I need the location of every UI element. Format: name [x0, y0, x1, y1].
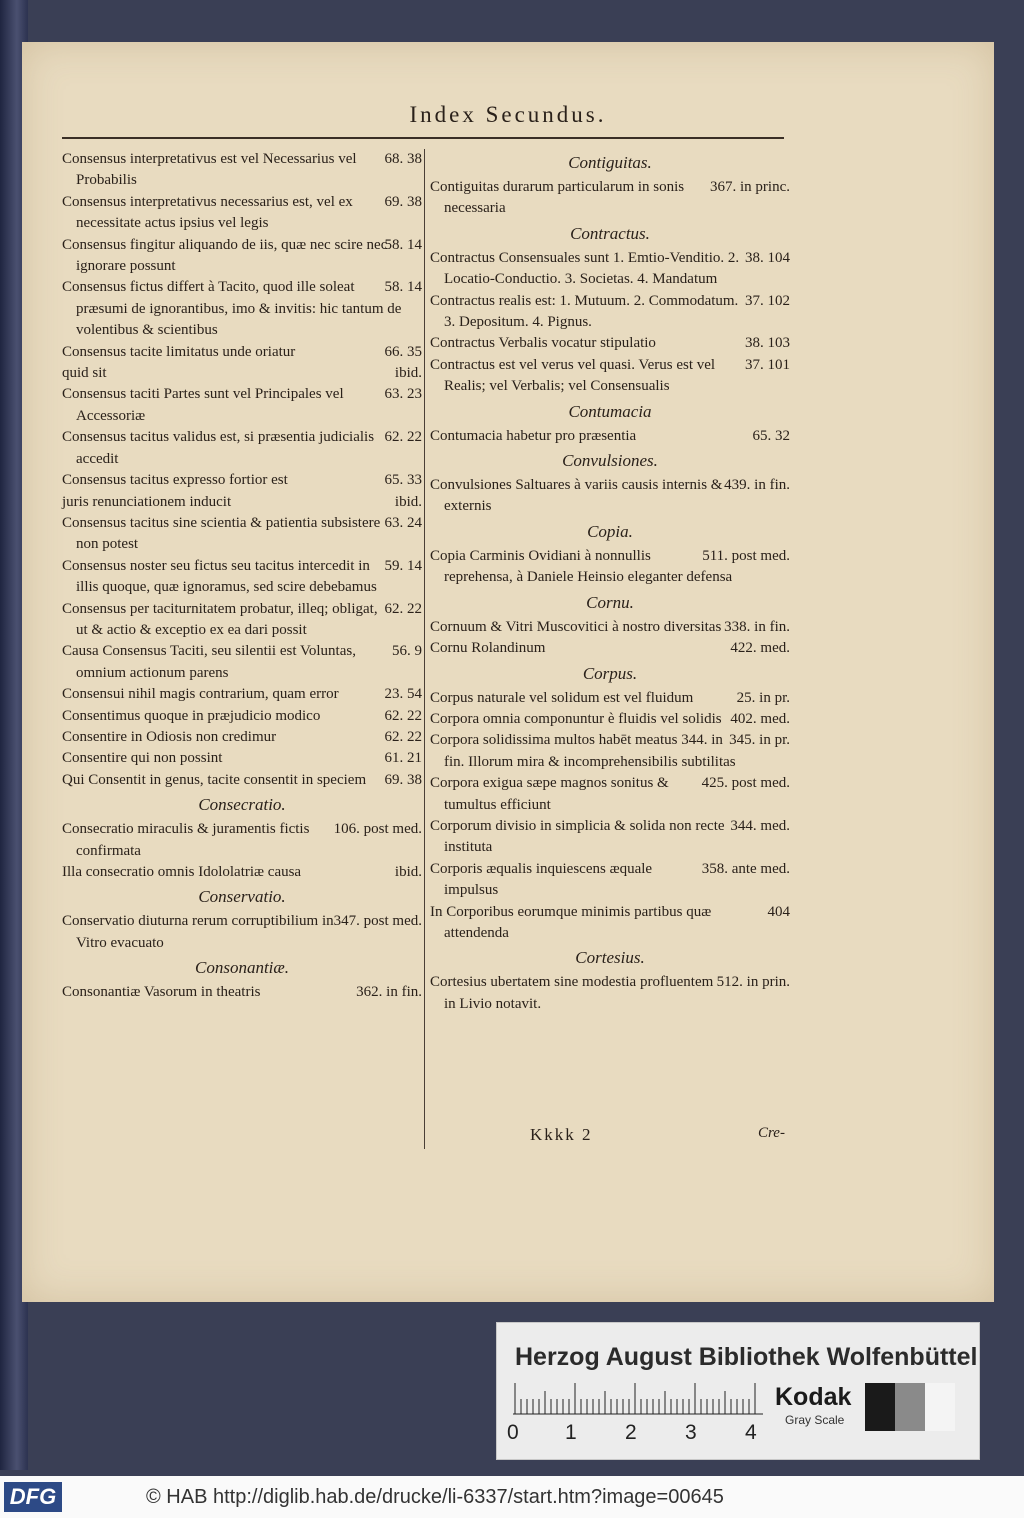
entry-text: Corpora omnia componuntur è fluidis vel solidis	[430, 710, 722, 727]
entry-text: Corporum divisio in simplicia & solida non recte instituta	[430, 817, 725, 856]
section-heading: Consonantiæ.	[195, 958, 289, 978]
library-name: Herzog August Bibliothek Wolfenbüttel	[515, 1343, 978, 1371]
entry-text: Consensus fingitur aliquando de iis, quæ nec scire nec ignorare possunt	[62, 236, 388, 275]
entry-text: Contractus Verbalis vocatur stipulatio	[430, 335, 656, 352]
index-entry	[62, 599, 422, 642]
index-entry	[430, 972, 790, 1015]
index-entry	[62, 862, 422, 883]
index-entry	[62, 427, 422, 470]
ruler-scale	[513, 1381, 763, 1415]
index-entry	[62, 727, 422, 748]
dfg-logo: DFG	[4, 1482, 62, 1512]
entry-text: Contiguitas durarum particularum in sonis necessaria	[430, 179, 685, 217]
entry-reference: 69. 38	[384, 771, 422, 788]
entry-text: Conservatio diuturna rerum corruptibilium in Vitro evacuato	[62, 913, 334, 951]
index-entry	[62, 470, 422, 491]
entry-reference: 344. med.	[730, 817, 790, 834]
entry-reference: 512. in prin.	[716, 974, 790, 991]
index-column-left	[62, 149, 422, 1004]
entry-text: Qui Consentit in genus, tacite consentit in speciem	[62, 771, 367, 788]
ruler-number: 0	[507, 1421, 519, 1444]
index-entry	[430, 426, 790, 447]
entry-text: Consensus tacitus expresso fortior est	[62, 472, 288, 489]
entry-reference: 23. 54	[384, 686, 422, 703]
index-entry	[62, 277, 422, 341]
entry-text: Illa consecratio omnis Idololatriæ causa	[62, 864, 302, 880]
index-entry	[62, 384, 422, 427]
swatch-gray	[895, 1383, 925, 1431]
swatch-white	[925, 1383, 955, 1431]
entry-text: Consensus taciti Partes sunt vel Principales vel Accessoriæ	[62, 386, 344, 424]
index-entry	[430, 248, 790, 291]
index-entry	[62, 911, 422, 954]
index-entry	[62, 770, 422, 791]
section-heading: Consecratio.	[198, 795, 286, 815]
entry-text: Contractus realis est: 1. Mutuum. 2. Commodatum. 3. Depositum. 4. Pignus.	[430, 292, 739, 331]
entry-reference: 425. post med.	[701, 775, 790, 792]
entry-reference: 69. 38	[384, 193, 422, 210]
index-entry	[430, 730, 790, 773]
entry-reference: 61. 21	[384, 750, 422, 767]
index-entry	[430, 475, 790, 518]
entry-reference: 62. 22	[384, 707, 422, 724]
catchword: Cre-	[758, 1125, 785, 1141]
kodak-logo: Kodak	[775, 1383, 852, 1411]
entry-reference: 59. 14	[384, 557, 422, 574]
index-entry	[430, 859, 790, 902]
entry-reference: 511. post med.	[702, 547, 790, 564]
entry-text: Convulsiones Saltuares à variis causis internis & externis	[430, 477, 723, 515]
entry-reference: 37. 101	[745, 356, 790, 373]
entry-text: Cortesius ubertatem sine modestia profluentem in Livio notavit.	[430, 974, 714, 1012]
index-entry	[62, 192, 422, 235]
entry-reference: 62. 22	[384, 600, 422, 617]
entry-text: Consensus per taciturnitatem probatur, illeq; obligat, ut & actio & exceptio ex ea dari possit	[62, 600, 378, 638]
index-entry	[62, 342, 422, 363]
entry-reference: 402. med.	[730, 710, 790, 727]
index-entry	[62, 982, 422, 1003]
entry-reference: 63. 24	[384, 514, 422, 531]
entry-text: Cornuum & Vitri Muscovitici à nostro diversitas	[430, 618, 722, 635]
entry-reference: ibid.	[394, 365, 422, 382]
book-page	[22, 42, 994, 1302]
section-heading: Contumacia	[568, 401, 652, 421]
entry-text: Consentire in Odiosis non credimur	[62, 728, 277, 745]
header-rule	[62, 137, 784, 139]
citation-bar	[0, 1476, 1024, 1518]
entry-text: Consensus noster seu fictus seu tacitus intercedit in illis quoque, quæ ignoramus, sed scire debebamus	[62, 557, 377, 596]
entry-reference: 25. in pr.	[736, 689, 790, 706]
index-entry	[430, 709, 790, 730]
ruler-number: 4	[745, 1421, 757, 1444]
signature-mark: Kkkk 2	[530, 1125, 593, 1144]
index-entry	[62, 641, 422, 684]
entry-reference: 38. 104	[745, 249, 790, 266]
entry-text: Consentimus quoque in præjudicio modico	[62, 707, 321, 724]
entry-reference: 63. 23	[384, 386, 422, 403]
entry-text: Consensus fictus differt à Tacito, quod ille soleat præsumi de ignorantibus, imo & invitis: hic tantum de volentibus & scientibus	[62, 279, 402, 339]
entry-reference: 358. ante med.	[701, 860, 790, 877]
index-entry	[62, 492, 422, 513]
column-divider	[424, 149, 425, 1149]
entry-reference: 362. in fin.	[356, 984, 422, 1001]
entry-text: Consentire qui non possint	[62, 750, 223, 767]
index-entry	[62, 513, 422, 556]
entry-reference: 65. 33	[384, 472, 422, 489]
entry-text: Consonantiæ Vasorum in theatris	[62, 984, 261, 1001]
index-entry	[430, 816, 790, 859]
ruler-number: 3	[685, 1421, 697, 1444]
section-heading: Cornu.	[586, 592, 634, 612]
ruler-number: 2	[625, 1421, 637, 1444]
index-entry	[430, 617, 790, 638]
entry-text: Corpora solidissima multos habēt meatus 344. in fin. Illorum mira & incomprehensibilis subtilitas	[430, 732, 736, 770]
swatch-black	[865, 1383, 895, 1431]
entry-text: quid sit	[62, 365, 107, 382]
section-heading: Contractus.	[570, 223, 650, 243]
entry-reference: 367. in princ.	[710, 179, 790, 195]
entry-text: Causa Consensus Taciti, seu silentii est Voluntas, omnium actionum parens	[62, 643, 356, 681]
entry-reference: 58. 14	[384, 236, 422, 253]
entry-text: Consensus interpretativus est vel Necessarius vel Probabilis	[62, 151, 357, 189]
entry-text: Copia Carminis Ovidiani à nonnullis reprehensa, à Daniele Heinsio eleganter defensa	[430, 547, 733, 586]
color-target	[496, 1322, 980, 1460]
entry-reference: 439. in fin.	[724, 477, 790, 494]
entry-reference: ibid.	[394, 493, 422, 510]
entry-reference: 345. in pr.	[729, 732, 790, 749]
gray-scale-label: Gray Scale	[785, 1413, 845, 1427]
index-entry	[62, 556, 422, 599]
entry-reference: 38. 103	[745, 335, 790, 352]
entry-reference: 62. 22	[384, 429, 422, 446]
ruler-numbers	[507, 1421, 767, 1447]
entry-reference: 68. 38	[384, 151, 422, 167]
entry-reference: ibid.	[394, 864, 422, 880]
entry-reference: 56. 9	[392, 643, 422, 660]
index-entry	[430, 902, 790, 945]
entry-text: juris renunciationem inducit	[62, 493, 232, 510]
entry-text: Consensus tacitus validus est, si præsentia judicialis accedit	[62, 429, 375, 467]
index-entry	[430, 546, 790, 589]
section-heading: Contiguitas.	[568, 153, 652, 172]
index-entry	[62, 706, 422, 727]
section-heading: Conservatio.	[198, 887, 286, 907]
section-heading: Copia.	[587, 521, 633, 541]
index-entry	[430, 688, 790, 709]
index-entry	[430, 291, 790, 334]
entry-reference: 65. 32	[752, 427, 790, 444]
index-entry	[62, 684, 422, 705]
index-entry	[62, 363, 422, 384]
entry-reference: 347. post med.	[333, 913, 422, 930]
entry-text: Corporis æqualis inquiescens æquale impulsus	[430, 860, 653, 899]
entry-text: Contumacia habetur pro præsentia	[430, 427, 637, 444]
entry-text: Contractus Consensuales sunt 1. Emtio-Venditio. 2. Locatio-Conductio. 3. Societas. 4. Mandatum	[430, 249, 740, 288]
entry-reference: 66. 35	[384, 343, 422, 360]
index-entry	[62, 748, 422, 769]
entry-text: Contractus est vel verus vel quasi. Verus est vel Realis; vel Verbalis; vel Consensualis	[430, 356, 716, 395]
section-heading: Corpus.	[582, 663, 638, 683]
entry-text: Corpora exigua sæpe magnos sonitus & tumultus efficiunt	[430, 775, 669, 813]
index-entry	[62, 149, 422, 192]
section-heading: Convulsiones.	[562, 451, 658, 471]
entry-reference: 422. med.	[730, 640, 790, 657]
entry-reference: 338. in fin.	[724, 618, 790, 635]
entry-text: Consensus tacitus sine scientia & patientia subsistere non potest	[62, 514, 381, 553]
entry-text: Consecratio miraculis & juramentis fictis confirmata	[62, 821, 310, 859]
entry-reference: 58. 14	[384, 279, 422, 296]
gray-swatches	[865, 1383, 955, 1431]
entry-text: Corpus naturale vel solidum est vel fluidum	[430, 689, 694, 706]
index-entry	[62, 235, 422, 278]
index-entry	[62, 819, 422, 862]
index-entry	[430, 355, 790, 398]
index-entry	[430, 333, 790, 354]
entry-text: Consensui nihil magis contrarium, quam error	[62, 686, 339, 703]
entry-reference: 37. 102	[745, 292, 790, 309]
entry-text: Consensus tacite limitatus unde oriatur	[62, 343, 296, 360]
section-heading: Cortesius.	[575, 948, 645, 968]
index-column-right	[430, 149, 790, 1015]
entry-text: Cornu Rolandinum	[430, 640, 546, 657]
citation-text[interactable]: © HAB http://diglib.hab.de/drucke/li-6337/start.htm?image=00645	[146, 1486, 724, 1508]
entry-text: Consensus interpretativus necessarius est, vel ex necessitate actus ipsius vel legis	[62, 193, 353, 232]
entry-reference: 404	[767, 903, 790, 920]
entry-reference: 62. 22	[384, 728, 422, 745]
entry-reference: 106. post med.	[333, 821, 422, 838]
entry-text: In Corporibus eorumque minimis partibus quæ attendenda	[430, 903, 712, 941]
running-head: Index Secundus.	[409, 102, 607, 127]
index-entry	[430, 177, 790, 220]
index-entry	[430, 773, 790, 816]
index-entry	[430, 638, 790, 659]
ruler-number: 1	[565, 1421, 577, 1444]
